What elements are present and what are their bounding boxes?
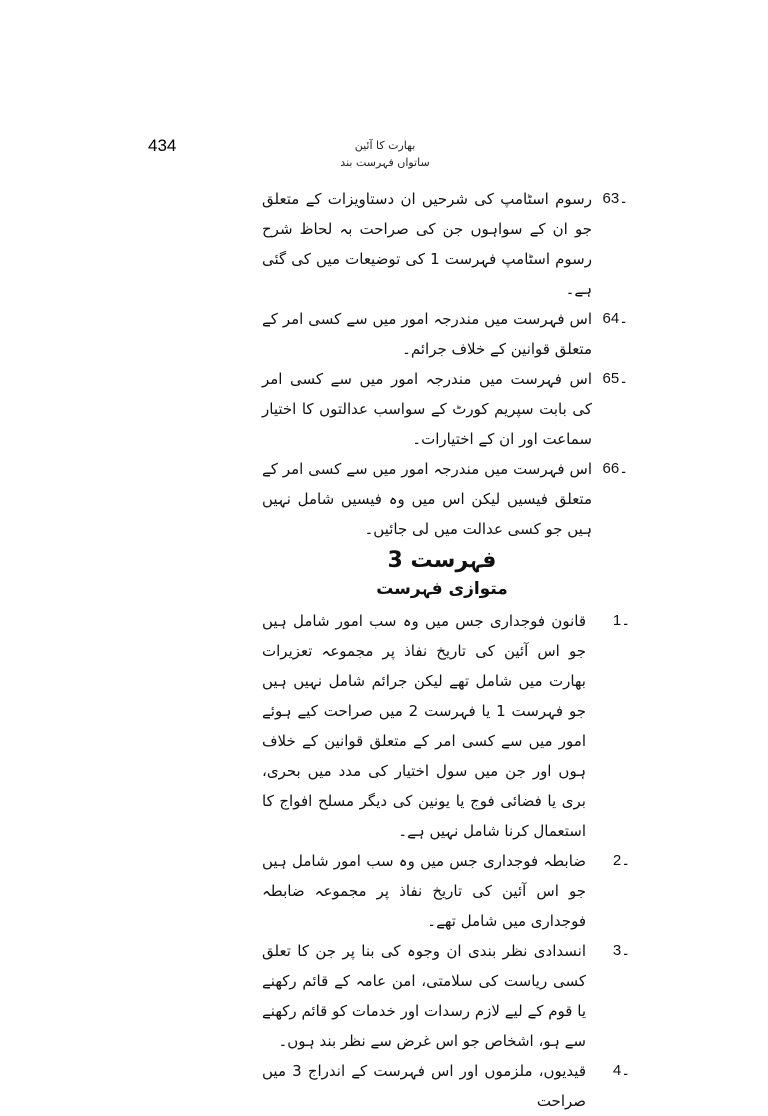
- schedule-subheading: متوازی فہرست: [376, 579, 508, 599]
- list-item: [262, 936, 630, 1056]
- item-text: قانون فوجداری جس میں وہ سب امور شامل ہیں جو اس آئین کی تاریخ نفاذ پر مجموعہ تعزیرات بھارت میں شامل تھے لیکن جرائم شامل نہیں ہیں جو فہرست 1 یا فہرست 2 میں صراحت کیے ہوئے امور میں سے کسی امر کے متعلق قوانین کے خلاف ہوں اور جن میں سول اختیار کی مدد میں بحری، بری یا فضائی فوج یا یونین کی دیگر مسلح افواج کا استعمال کرنا شامل نہیں ہے۔: [262, 612, 586, 840]
- schedule-heading: فہرست 3: [387, 548, 497, 573]
- item-text: قیدیوں، ملزموں اور اس فہرست کے اندراج 3 میں صراحت: [262, 1062, 586, 1110]
- item-number: 66۔: [602, 460, 628, 477]
- item-number: 4۔: [612, 1062, 630, 1079]
- list-item: [262, 304, 628, 364]
- item-number: 63۔: [602, 190, 628, 207]
- list-item: [262, 364, 628, 454]
- item-text: اس فہرست میں مندرجہ امور میں سے کسی امر کے متعلق قوانین کے خلاف جرائم۔: [262, 310, 592, 358]
- list-item: [262, 1056, 630, 1116]
- running-head-title: بھارت کا آئین: [354, 139, 416, 152]
- list-item: [262, 606, 630, 846]
- item-number: 65۔: [602, 370, 628, 387]
- running-head-subtitle: ساتواں فہرست بند: [340, 156, 430, 169]
- list-item: [262, 454, 628, 544]
- page-number: 434: [148, 136, 177, 155]
- item-text: ضابطہ فوجداری جس میں وہ سب امور شامل ہیں جو اس آئین کی تاریخ نفاذ پر مجموعہ ضابطہ فوجداری میں شامل تھے۔: [262, 852, 586, 930]
- item-number: 2۔: [612, 852, 630, 869]
- page-body: [262, 184, 630, 1116]
- item-text: اس فہرست میں مندرجہ امور میں سے کسی امر کی بابت سپریم کورٹ کے سواسب عدالتوں کا اختیار سماعت اور ان کے اختیارات۔: [262, 370, 592, 448]
- item-text: رسوم اسٹامپ کی شرحیں ان دستاویزات کے متعلق جو ان کے سواہوں جن کی صراحت بہ لحاظ شرح رسوم اسٹامپ فہرست 1 کی توضیعات میں کی گئی ہے۔: [262, 190, 592, 298]
- list-item: [262, 184, 628, 304]
- item-text: اس فہرست میں مندرجہ امور میں سے کسی امر کے متعلق فیسیں لیکن اس میں وہ فیسیں شامل نہیں ہیں جو کسی عدالت میں لی جائیں۔: [262, 460, 592, 538]
- entry-list-schedule-3: [262, 606, 630, 1116]
- item-number: 1۔: [612, 612, 630, 629]
- list-item: [262, 846, 630, 936]
- item-number: 3۔: [612, 942, 630, 959]
- entry-list-schedule-2: [262, 184, 628, 544]
- item-number: 64۔: [602, 310, 628, 327]
- item-text: انسدادی نظر بندی ان وجوہ کی بنا پر جن کا تعلق کسی ریاست کی سلامتی، امن عامہ کے قائم رکھنے یا قوم کے لیے لازم رسدات اور خدمات کو قائم رکھنے سے ہو، اشخاص جو اس غرض سے نظر بند ہوں۔: [262, 942, 586, 1050]
